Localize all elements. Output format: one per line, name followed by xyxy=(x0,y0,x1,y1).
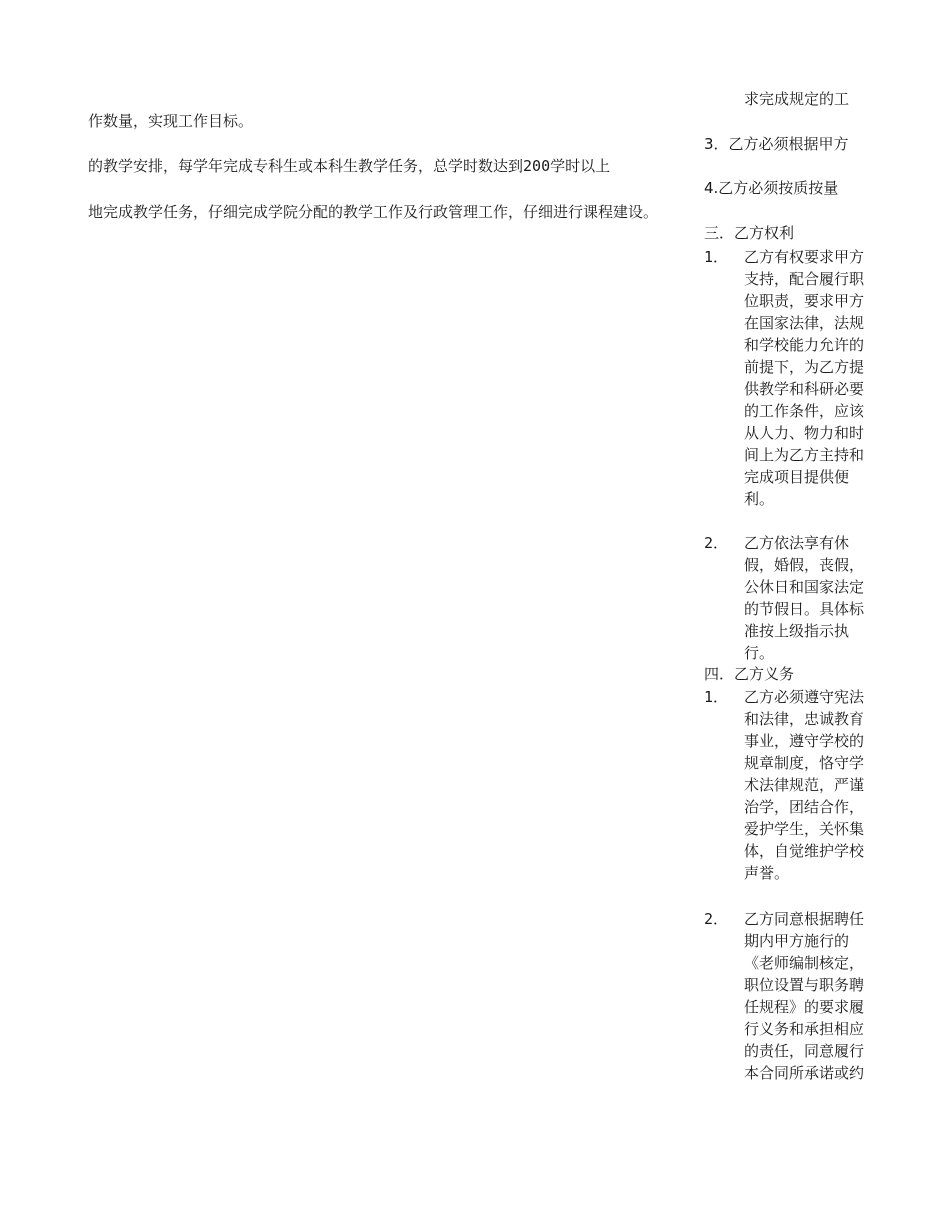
rights-item-1-text: 乙方有权要求甲方支持，配合履行职位职责，要求甲方在国家法律，法规和学校能力允许的前提下，为乙方提供教学和科研必要的工作条件，应该从人力、物力和时间上为乙方主持和完成项目提供便利。 xyxy=(744,248,865,508)
rights-item-2-text: 乙方依法享有休假，婚假，丧假，公休日和国家法定的节假日。具体标准按上级指示执行。 xyxy=(744,534,865,662)
teaching-hours-number: 200 xyxy=(523,157,551,175)
duties-item-2-text: 乙方同意根据聘任期内甲方施行的《老师编制核定，职位设置与职务聘任规程》的要求履行义务和承担相应的责任，同意履行本合同所承诺或约 xyxy=(744,910,865,1082)
section-3-heading: 三．乙方权利 xyxy=(704,224,795,242)
left-text-line-1: 作数量，实现工作目标。 xyxy=(88,112,254,130)
duties-item-2-number: 2． xyxy=(704,910,729,928)
rights-item-2-number: 2． xyxy=(704,534,729,552)
left-text-line-2 xyxy=(88,155,610,177)
left-text-line-2-prefix: 的教学安排，每学年完成专科生或本科生教学任务，总学时数达到 xyxy=(88,157,524,175)
left-text-line-2-suffix: 学时以上 xyxy=(550,157,611,175)
left-text-line-3: 地完成教学任务，仔细完成学院分配的教学工作及行政管理工作，仔细进行课程建设。 xyxy=(88,203,659,221)
obligation-item-3: 3．乙方必须根据甲方 xyxy=(704,135,849,153)
section-4-heading: 四．乙方义务 xyxy=(704,665,795,683)
rights-item-1-number: 1． xyxy=(704,248,729,266)
duties-item-1-number: 1． xyxy=(704,688,729,706)
obligation-item-4: 4.乙方必须按质按量 xyxy=(704,179,839,197)
right-top-fragment: 求完成规定的工 xyxy=(744,90,850,108)
duties-item-1-text: 乙方必须遵守宪法和法律，忠诚教育事业，遵守学校的规章制度，恪守学术法律规范，严谨治学，团结合作，爱护学生，关怀集体，自觉维护学校声誉。 xyxy=(744,688,865,882)
